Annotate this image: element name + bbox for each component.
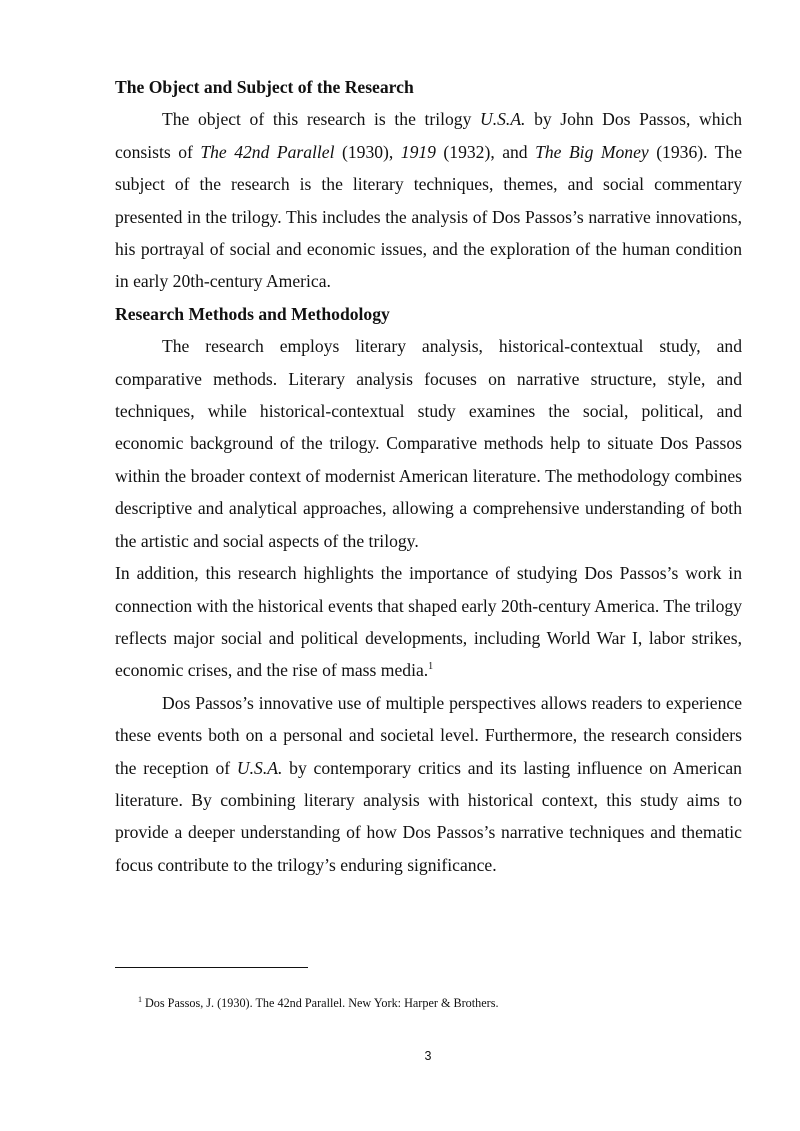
page-number: 3 bbox=[424, 1049, 432, 1063]
text-run: (1930), bbox=[334, 141, 401, 162]
italic-title-usa: U.S.A. bbox=[480, 109, 526, 130]
paragraph-historical-context bbox=[115, 557, 742, 687]
section-heading-object-subject: The Object and Subject of the Research bbox=[115, 77, 414, 97]
text-run: In addition, this research highlights the importance of studying Dos Passos’s work in connection with the historical events that shaped early 20th-century America. The trilogy reflects major social and political developments, including World War I, labor strikes, economic crises, and the rise of mass media. bbox=[115, 563, 742, 681]
text-run: by contemporary critics and its lasting influence on American literature. By combining literary analysis with historical context, this study aims to provide a deeper understanding of how Dos Passos’s narrative techniques and thematic focus contribute to the trilogy’s enduring significance. bbox=[115, 757, 742, 875]
page-body bbox=[115, 71, 742, 881]
italic-title-42nd-parallel: The 42nd Parallel bbox=[200, 141, 335, 162]
footnote-mark: 1 bbox=[138, 994, 142, 1004]
italic-title-big-money: The Big Money bbox=[535, 141, 649, 162]
text-run: (1932), and bbox=[435, 141, 536, 162]
text-run: The object of this research is the trilogy bbox=[162, 109, 481, 130]
text-run: (1936). The subject of the research is the literary techniques, themes, and social commentary presented in the trilogy. This includes the analysis of Dos Passos’s narrative innovations, his portrayal of social and economic issues, and the exploration of the human condition in early 20th-century America. bbox=[115, 141, 742, 292]
italic-title-1919: 1919 bbox=[400, 141, 436, 162]
paragraph-object-subject bbox=[115, 103, 742, 297]
footnote-separator bbox=[115, 967, 308, 968]
text-run: Dos Passos’s innovative use of multiple perspectives allows readers to experience these events both on a personal and societal level. Furthermore, the research considers the reception of bbox=[115, 692, 742, 778]
footnote-text: Dos Passos, J. (1930). The 42nd Parallel. New York: Harper & Brothers. bbox=[145, 996, 499, 1010]
footnote bbox=[138, 996, 499, 1010]
paragraph-perspectives bbox=[115, 687, 742, 881]
paragraph-methods: The research employs literary analysis, historical-contextual study, and comparative methods. Literary analysis focuses on narrative structure, style, and techniques, while historical-contextual study examines the social, political, and economic background of the trilogy. Comparative methods help to situate Dos Passos within the broader context of modernist American literature. The methodology combines descriptive and analytical approaches, allowing a comprehensive understanding of both the artistic and social aspects of the trilogy. bbox=[115, 336, 742, 551]
footnote-reference[interactable]: 1 bbox=[428, 661, 434, 673]
section-heading-methods: Research Methods and Methodology bbox=[115, 303, 390, 324]
text-run: by John Dos Passos, which consists of bbox=[115, 109, 743, 162]
italic-title-usa: U.S.A. bbox=[236, 757, 283, 778]
